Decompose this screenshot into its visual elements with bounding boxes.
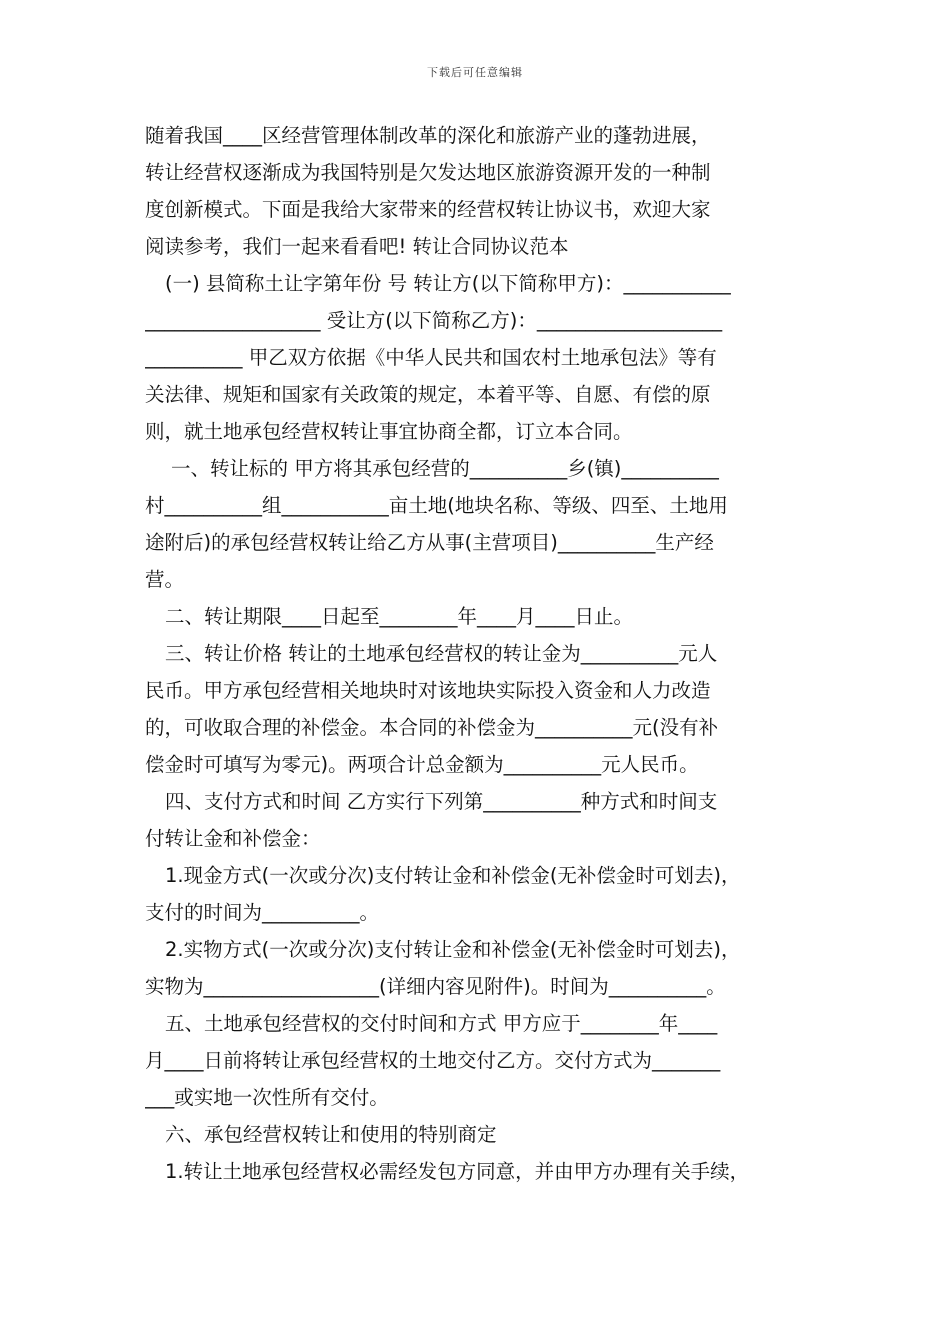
text-line: 村__________组___________亩土地(地块名称、等级、四至、土地用 — [145, 494, 728, 517]
text-line: 途附后)的承包经营权转让给乙方从事(主营项目)__________生产经 — [145, 531, 714, 554]
text-line: 付转让金和补偿金： — [145, 827, 321, 850]
text-line: __________________ 受让方(以下简称乙方)：___________________ — [145, 309, 723, 332]
text-line: 二、转让期限____日起至________年____月____日止。 — [165, 605, 634, 628]
text-line: 五、土地承包经营权的交付时间和方式 甲方应于________年____ — [165, 1012, 718, 1035]
text-line: 则，就土地承包经营权转让事宜协商全都，订立本合同。 — [145, 420, 633, 443]
text-line: 度创新模式。下面是我给大家带来的经营权转让协议书，欢迎大家 — [145, 198, 711, 221]
text-line: 民币。甲方承包经营相关地块时对该地块实际投入资金和人力改造 — [145, 679, 711, 702]
text-line: 2.实物方式(一次或分次)支付转让金和补偿金(无补偿金时可划去)， — [165, 938, 741, 961]
text-line: 偿金时可填写为零元)。两项合计总金额为__________元人民币。 — [145, 753, 699, 776]
text-line: 关法律、规矩和国家有关政策的规定，本着平等、自愿、有偿的原 — [145, 383, 711, 406]
text-line: 1.转让土地承包经营权必需经发包方同意，并由甲方办理有关手续， — [165, 1160, 750, 1183]
text-line: 一、转让标的 甲方将其承包经营的__________乡(镇)__________ — [171, 457, 719, 480]
text-line: 阅读参考，我们一起来看看吧! 转让合同协议范本 — [145, 235, 569, 258]
text-line: (一) 县简称土让字第年份 号 转让方(以下简称甲方)：___________ — [165, 272, 731, 295]
text-line: __________ 甲乙双方依据《中华人民共和国农村土地承包法》等有 — [145, 346, 717, 369]
text-line: 转让经营权逐渐成为我国特别是欠发达地区旅游资源开发的一种制 — [145, 161, 711, 184]
text-line: 支付的时间为__________。 — [145, 901, 380, 924]
text-line: 实物为__________________(详细内容见附件)。时间为__________。 — [145, 975, 726, 998]
text-line: 随着我国____区经营管理体制改革的深化和旅游产业的蓬勃进展， — [145, 124, 711, 147]
document-body — [145, 117, 815, 1190]
text-line: ___或实地一次性所有交付。 — [145, 1086, 389, 1109]
page-header: 下载后可任意编辑 — [427, 66, 523, 79]
text-line: 营。 — [145, 568, 185, 591]
text-line: 的，可收取合理的补偿金。本合同的补偿金为__________元(没有补 — [145, 716, 719, 739]
text-line: 四、支付方式和时间 乙方实行下列第__________种方式和时间支 — [165, 790, 718, 813]
text-line: 六、承包经营权转让和使用的特别商定 — [165, 1123, 497, 1146]
text-line: 月____日前将转让承包经营权的土地交付乙方。交付方式为_______ — [145, 1049, 721, 1072]
text-line: 1.现金方式(一次或分次)支付转让金和补偿金(无补偿金时可划去)， — [165, 864, 741, 887]
text-line: 三、转让价格 转让的土地承包经营权的转让金为__________元人 — [165, 642, 718, 665]
